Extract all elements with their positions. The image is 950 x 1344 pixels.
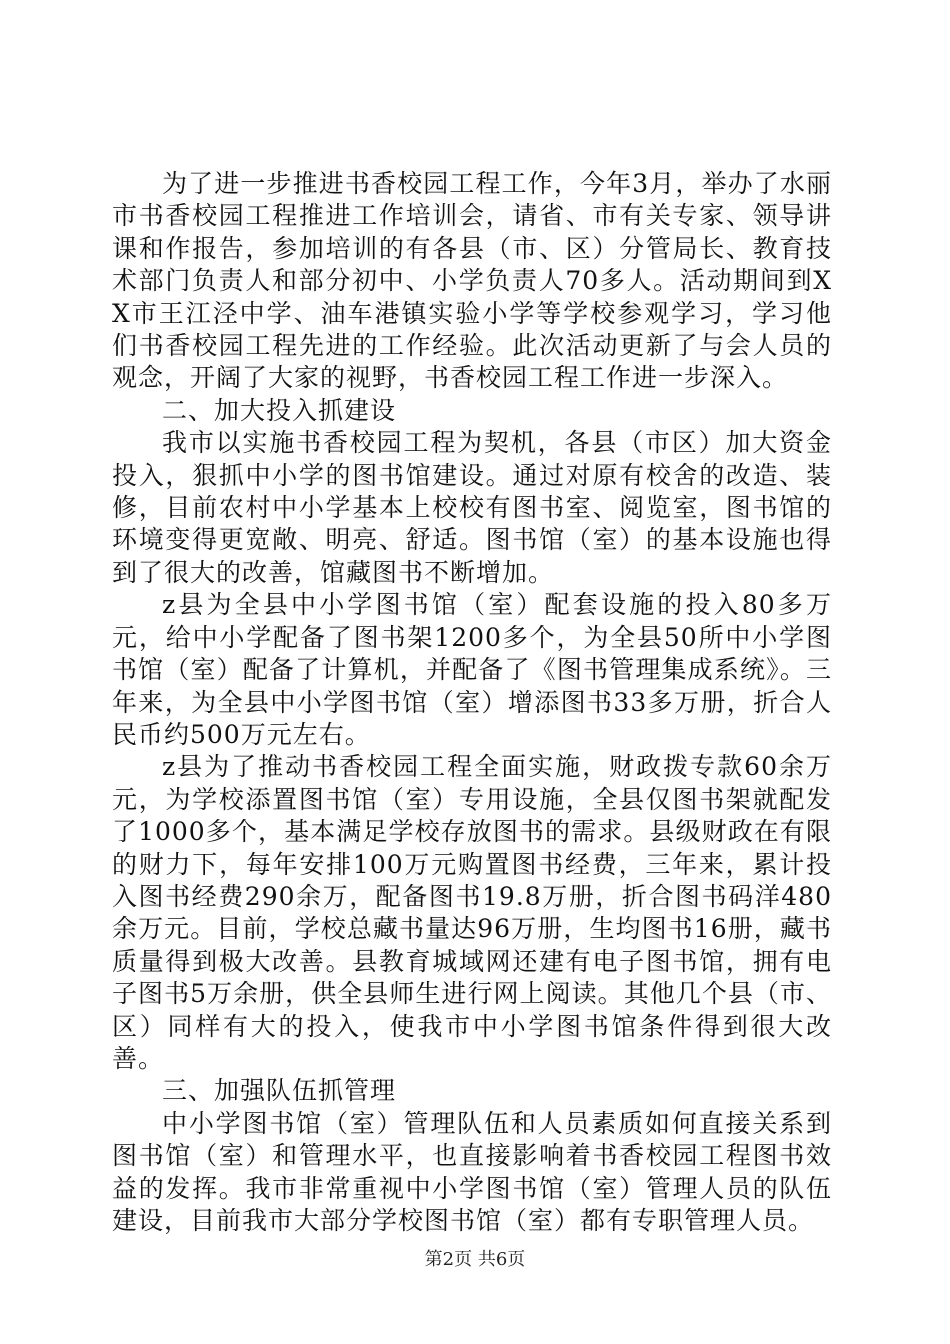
paragraph-county-funding: z县为了推动书香校园工程全面实施，财政拨专款60余万元，为学校添置图书馆（室）专用设施，全县仅图书架就配发了1000多个，基本满足学校存放图书的需求。县级财政在有限的财力下，每年安排100万元购置图书经费，三年来，累计投入图书经费290余万，配备图书19.8万册，折合图书码洋480余万元。目前，学校总藏书量达96万册，生均图书16册，藏书质量得到极大改善。县教育城域网还建有电子图书馆，拥有电子图书5万余册，供全县师生进行网上阅读。其他几个县（市、区）同样有大的投入，使我市中小学图书馆条件得到很大改善。	[112, 752, 832, 1073]
paragraph-staff: 中小学图书馆（室）管理队伍和人员素质如何直接关系到图书馆（室）和管理水平，也直接影响着书香校园工程图书效益的发挥。我市非常重视中小学图书馆（室）管理人员的队伍建设，目前我市大部分学校图书馆（室）都有专职管理人员。	[112, 1108, 832, 1235]
paragraph-training: 为了进一步推进书香校园工程工作，今年3月，举办了水丽市书香校园工程推进工作培训会，请省、市有关专家、领导讲课和作报告，参加培训的有各县（市、区）分管局长、教育技术部门负责人和部分初中、小学负责人70多人。活动期间到XX市王江泾中学、油车港镇实验小学等学校参观学习，学习他们书香校园工程先进的工作经验。此次活动更新了与会人员的观念，开阔了大家的视野，书香校园工程工作进一步深入。	[112, 169, 832, 393]
paragraph-library-construction: 我市以实施书香校园工程为契机，各县（市区）加大资金投入，狠抓中小学的图书馆建设。通过对原有校舍的改造、装修，目前农村中小学基本上校校有图书室、阅览室，图书馆的环境变得更宽敞、明亮、舒适。图书馆（室）的基本设施也得到了很大的改善，馆藏图书不断增加。	[112, 428, 832, 587]
section-heading-management: 三、加强队伍抓管理	[162, 1076, 397, 1106]
section-heading-investment: 二、加大投入抓建设	[162, 395, 397, 425]
document-body	[112, 168, 832, 1237]
paragraph-county-facilities: z县为全县中小学图书馆（室）配套设施的投入80多万元，给中小学配备了图书架1200多个，为全县50所中小学图书馆（室）配备了计算机，并配备了《图书管理集成系统》。三年来，为全县中小学图书馆（室）增添图书33多万册，折合人民币约500万元左右。	[112, 590, 832, 749]
page-number-footer: 第2页 共6页	[424, 1249, 526, 1270]
